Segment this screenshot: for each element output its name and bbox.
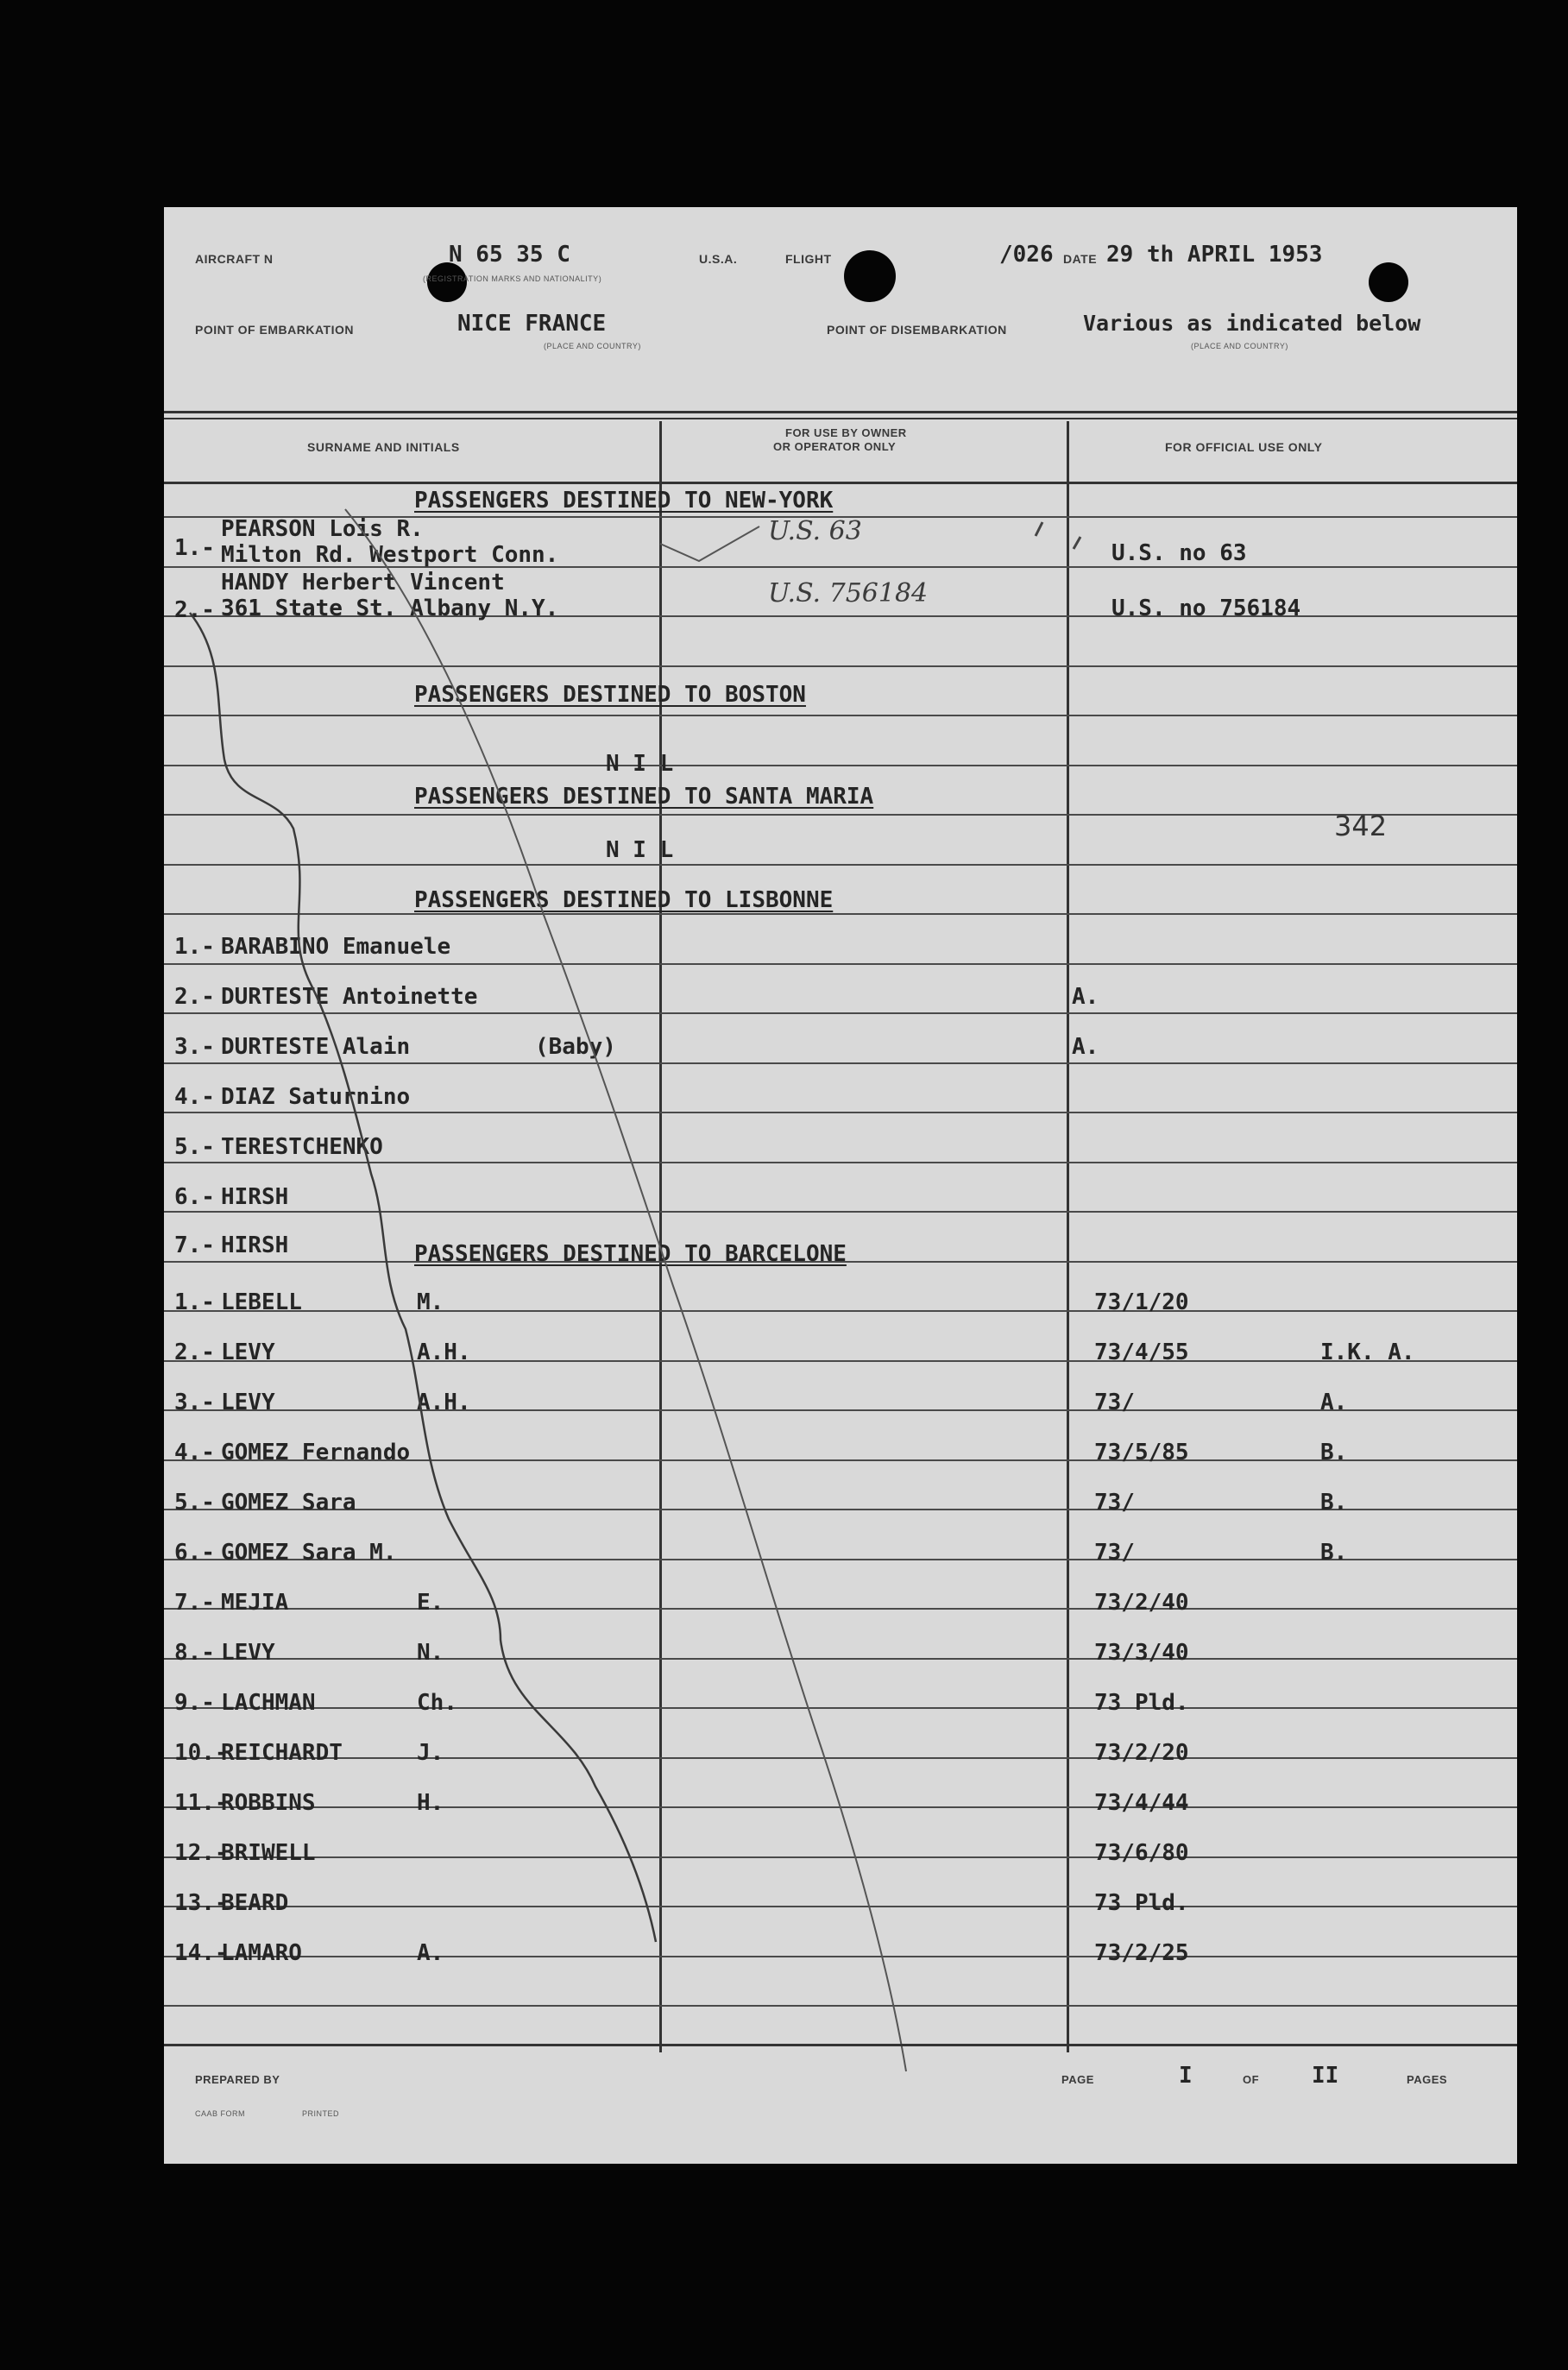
list-item: 2.- HANDY Herbert Vincent 361 State St. Albany N.Y. U.S. 756184 U.S. no 756184 [174,570,1301,623]
passenger-address: Milton Rd. Westport Conn. [221,542,559,568]
passenger-name: LACHMAN [221,1690,316,1716]
passenger-name: ROBBINS [221,1790,316,1816]
row-number: 13.- [174,1890,229,1916]
row-number: 5.- [174,1490,215,1516]
row-number: 8.- [174,1640,215,1666]
passenger-name: PEARSON Lois R. [221,516,424,542]
aircraft-label: AIRCRAFT N [195,252,274,266]
official-reference: 73/ [1094,1490,1135,1516]
passenger-name: LEBELL [221,1289,302,1315]
passenger-initials: N. [417,1640,444,1666]
disembarkation-label: POINT OF DISEMBARKATION [827,323,1007,337]
row-number: 6.- [174,1540,215,1566]
list-item: 1.- PEARSON Lois R. Milton Rd. Westport Conn. U.S. 63 U.S. no 63 [174,516,1247,568]
date-label: DATE [1063,252,1098,266]
printed-label: PRINTED [302,2109,340,2118]
official-reference: 73/4/44 [1094,1790,1189,1816]
pencil-strokes [164,207,1517,2164]
passenger-initials: E. [417,1590,444,1616]
flight-label: FLIGHT [785,252,832,266]
official-mark: A. [1072,1034,1099,1060]
passenger-name: LEVY [221,1339,275,1365]
official-reference: 73/4/55 [1094,1339,1189,1365]
aircraft-value: N 65 35 C [449,242,570,268]
column-official: FOR OFFICIAL USE ONLY [1165,440,1323,454]
date-value: 29 th APRIL 1953 [1106,242,1323,268]
column-surname: SURNAME AND INITIALS [307,440,460,454]
official-reference: 73/ [1094,1540,1135,1566]
official-reference: 73/2/25 [1094,1940,1189,1966]
official-passport: U.S. no 63 [1111,540,1247,566]
of-value: II [1312,2063,1339,2089]
boston-nil: N I L [606,751,674,777]
row-number: 9.- [174,1690,215,1716]
official-reference: 73/6/80 [1094,1840,1189,1866]
page-value: I [1179,2063,1193,2089]
row-number: 7.- [174,1590,215,1616]
passenger-initials: M. [417,1289,444,1315]
official-reference: 73/2/40 [1094,1590,1189,1616]
passenger-initials: Ch. [417,1690,457,1716]
official-reference: 73/5/85 [1094,1440,1189,1465]
passenger-initials: H. [417,1790,444,1816]
passenger-name: BARABINO Emanuele [221,934,451,960]
section-barcelone: PASSENGERS DESTINED TO BARCELONE [414,1241,847,1267]
embarkation-label: POINT OF EMBARKATION [195,323,354,337]
passenger-name: REICHARDT [221,1740,343,1766]
official-mark: I.K. A. [1320,1339,1415,1365]
row-number: 2.- [174,1339,215,1365]
official-mark: A. [1320,1390,1348,1415]
prepared-by-label: PREPARED BY [195,2073,280,2086]
handwritten-passport: U.S. 63 [768,516,862,546]
embarkation-sub: (PLACE AND COUNTRY) [544,342,641,350]
passenger-name: LAMARO [221,1940,302,1966]
form-label: CAAB FORM [195,2109,246,2118]
passenger-initials: J. [417,1740,444,1766]
row-number: 1.- [174,934,215,960]
official-reference: 73/2/20 [1094,1740,1189,1766]
passenger-name: DURTESTE Alain [221,1034,411,1060]
passenger-name: TERESTCHENKO [221,1134,383,1160]
passenger-name: BRIWELL [221,1840,316,1866]
official-mark: B. [1320,1440,1348,1465]
passenger-name: BEARD [221,1890,289,1916]
passenger-address: 361 State St. Albany N.Y. [221,596,559,621]
passenger-name: LEVY [221,1640,275,1666]
embarkation-value: NICE FRANCE [457,311,607,337]
of-label: OF [1243,2073,1260,2086]
official-mark: B. [1320,1490,1348,1516]
column-owner-line2: OR OPERATOR ONLY [773,440,897,453]
footer-rule [164,2044,1517,2046]
section-lisbonne: PASSENGERS DESTINED TO LISBONNE [414,887,834,913]
row-number: 2.- [174,984,215,1010]
disembarkation-value: Various as indicated below [1083,311,1421,336]
passenger-name: GOMEZ Sara M. [221,1540,397,1566]
row-number: 1.- [174,1289,215,1315]
passenger-name: HANDY Herbert Vincent [221,570,505,596]
passenger-name: MEJIA [221,1590,289,1616]
column-owner-line1: FOR USE BY OWNER [785,426,907,439]
passenger-initials: A.H. [417,1390,471,1415]
row-number: 4.- [174,1440,215,1465]
santa-maria-nil: N I L [606,837,674,863]
official-passport: U.S. no 756184 [1111,596,1301,621]
official-reference: 73/3/40 [1094,1640,1189,1666]
passenger-name: DURTESTE Antoinette [221,984,478,1010]
section-santa-maria: PASSENGERS DESTINED TO SANTA MARIA [414,784,874,810]
passenger-note: (Baby) [535,1034,616,1060]
pages-label: PAGES [1407,2073,1448,2086]
row-number: 10.- [174,1740,229,1766]
row-number: 4.- [174,1084,215,1110]
handwritten-passport: U.S. 756184 [768,578,929,608]
official-reference: 73 Pld. [1094,1890,1189,1916]
passenger-name: DIAZ Saturnino [221,1084,411,1110]
passenger-name: HIRSH [221,1184,289,1210]
passenger-initials: A. [417,1940,444,1966]
passenger-name: LEVY [221,1390,275,1415]
row-number: 14.- [174,1940,229,1966]
official-reference: 73/1/20 [1094,1289,1189,1315]
aircraft-sub: (REGISTRATION MARKS AND NATIONALITY) [423,274,602,283]
flight-value: /026 [999,242,1054,268]
row-number: 6.- [174,1184,215,1210]
passenger-name: GOMEZ Sara [221,1490,356,1516]
row-number: 12.- [174,1840,229,1866]
section-new-york: PASSENGERS DESTINED TO NEW-YORK [414,488,834,514]
passenger-initials: A.H. [417,1339,471,1365]
row-number: 11.- [174,1790,229,1816]
official-mark: B. [1320,1540,1348,1566]
official-reference: 73 Pld. [1094,1690,1189,1716]
official-mark: A. [1072,984,1099,1010]
passenger-name: HIRSH [221,1232,289,1258]
page-label: PAGE [1061,2073,1094,2086]
row-number: 5.- [174,1134,215,1160]
disembarkation-sub: (PLACE AND COUNTRY) [1191,342,1288,350]
row-number: 7.- [174,1232,215,1258]
passenger-name: GOMEZ Fernando [221,1440,411,1465]
stamp-number: 342 [1334,810,1388,842]
row-number: 3.- [174,1390,215,1415]
country-label: U.S.A. [699,252,738,266]
section-boston: PASSENGERS DESTINED TO BOSTON [414,682,806,708]
manifest-sheet [164,207,1517,2164]
official-reference: 73/ [1094,1390,1135,1415]
row-number: 3.- [174,1034,215,1060]
